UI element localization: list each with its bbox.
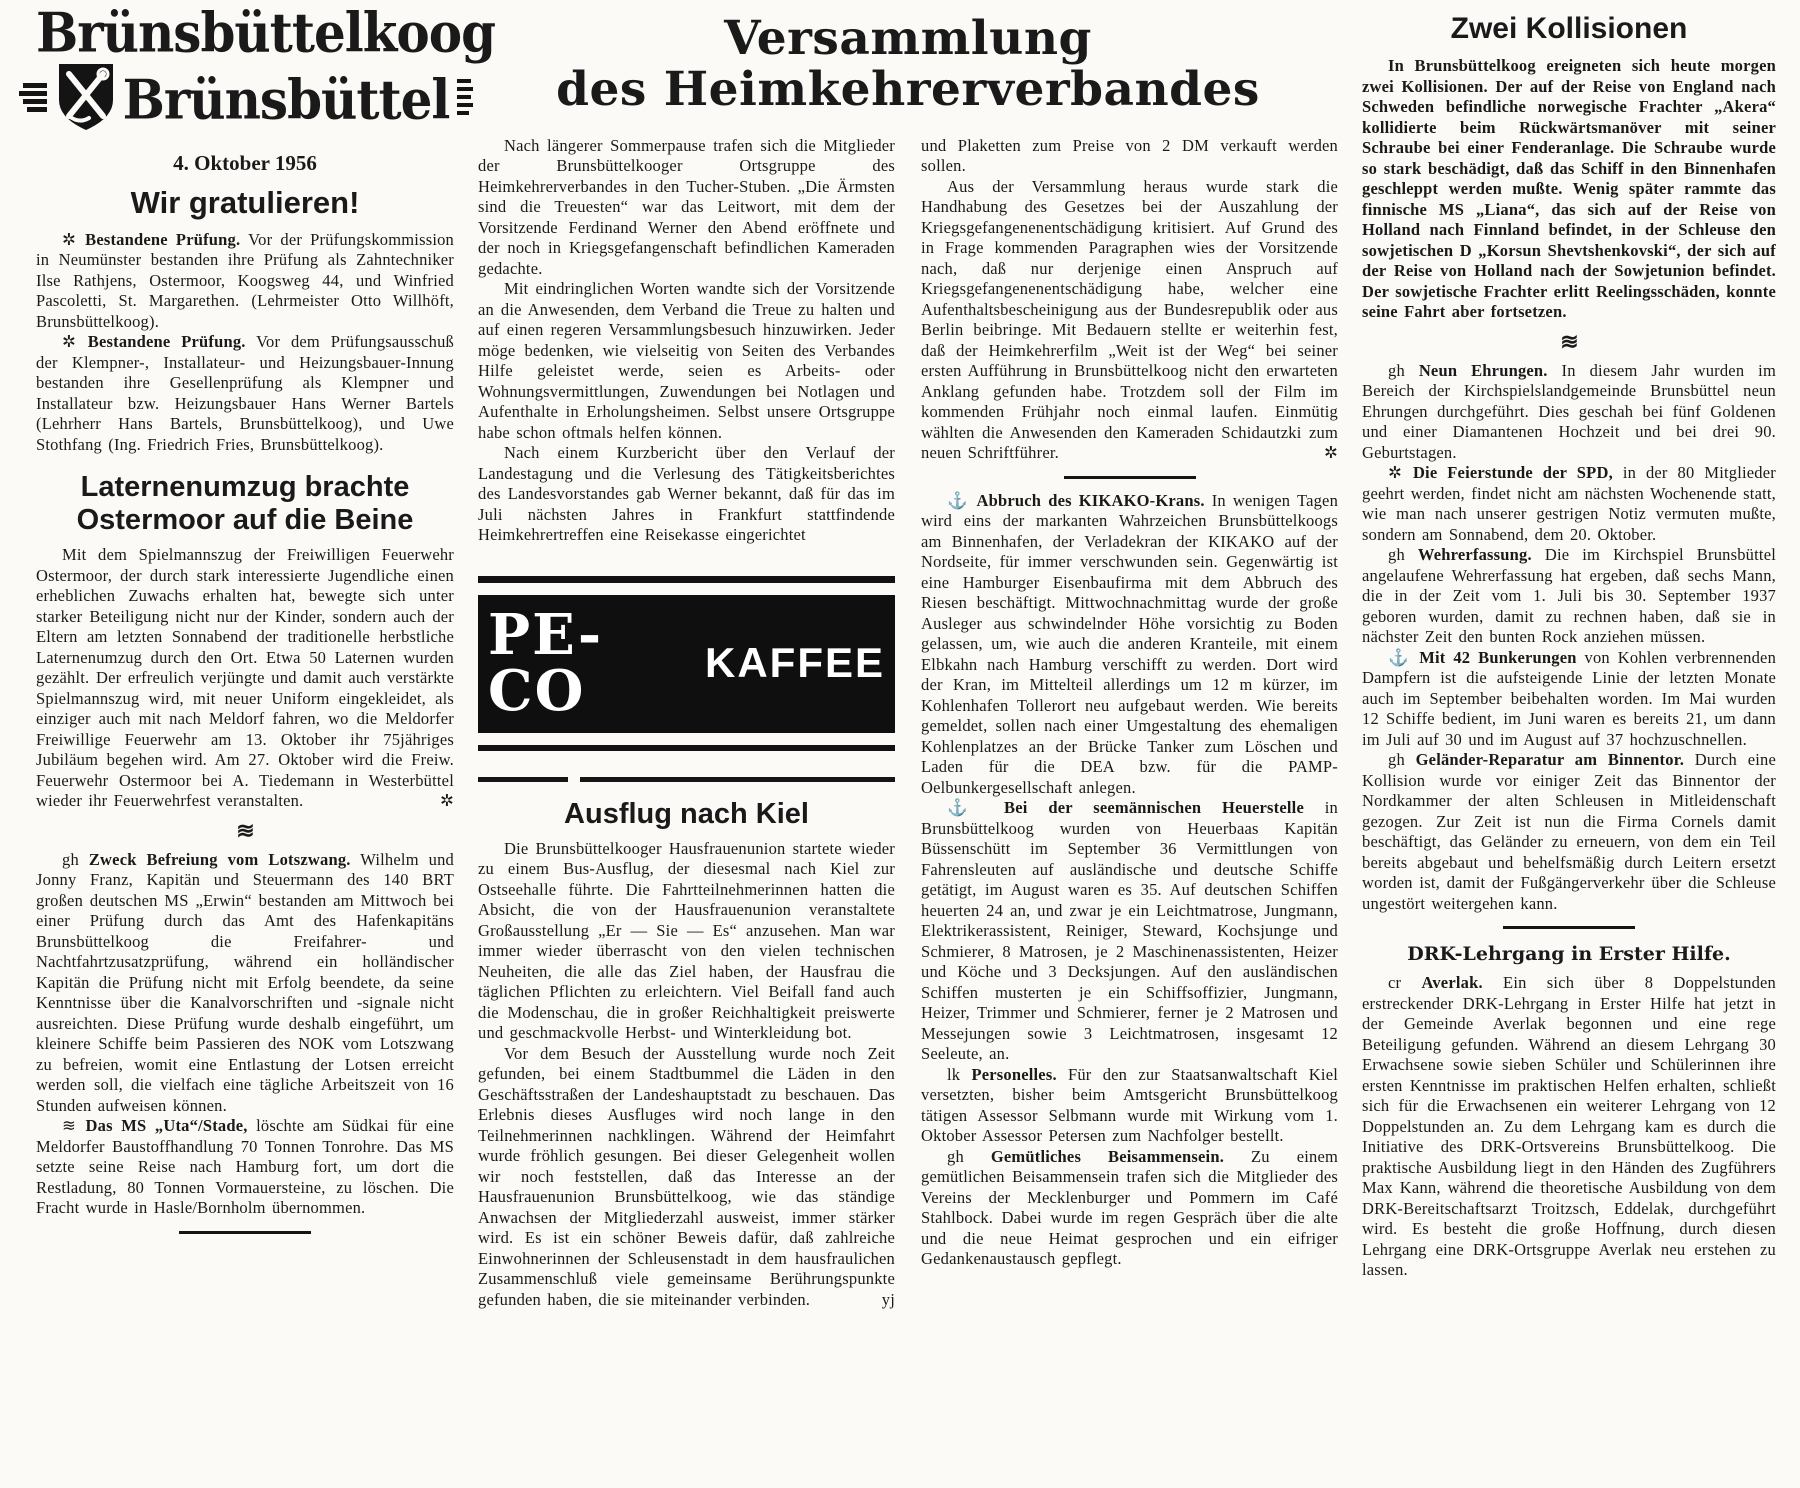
news-item-neun-ehrungen (1362, 361, 1776, 464)
ad-product-text: KAFFEE (705, 638, 885, 686)
star-icon: ✲ (62, 332, 77, 352)
item-lead: Bestandene Prüfung. (87, 332, 246, 352)
star-icon: ✲ (1388, 463, 1403, 482)
masthead-row (36, 60, 454, 139)
item-lead: Wehrerfassung. (1417, 545, 1532, 564)
star-icon: ✲ (439, 791, 454, 811)
item-lead: Die Feierstunde der SPD, (1412, 463, 1613, 482)
item-lead: Das MS „Uta“/Stade, (85, 1116, 248, 1136)
item-lead: Abbruch des KIKAKO-Krans. (976, 490, 1205, 510)
column-2 (478, 136, 895, 1311)
anchor-icon: ⚓ (947, 798, 983, 817)
item-body: und Plaketten zum Preise von 2 DM verkauft werden sollen. (921, 135, 1338, 175)
item-body: In diesem Jahr wurden im Bereich der Kirchspielslandgemeinde Brunsbüttel neun Ehrungen durchgeführt. Dies geschah bei fünf Goldenen und einer Diamantenen Hochzeit und bei drei 90. Geburtstagen. (1362, 360, 1776, 462)
item-body: Für den zur Staatsanwaltschaft Kiel versetzten, bisher beim Amtsgericht Brunsbüttelkoog tätigen Assessor Selbmann wurde mit Wirkung vom 1. Oktober Assessor Petersen zum Nachfolger bestellt. (921, 1064, 1338, 1145)
item-lead: Zweck Befreiung vom Lotszwang. (88, 849, 351, 869)
masthead-title-line1: Brünsbüttelkoog (36, 0, 496, 65)
news-item-feierstunde-spd (1362, 463, 1776, 545)
news-item-beisammensein (921, 1147, 1338, 1270)
ad-box (478, 595, 895, 733)
news-item-wehrerfassung (1362, 545, 1776, 648)
item-body: Aus der Versammlung heraus wurde stark die Handhabung des Gesetzes bei der Auszahlung der Kriegsgefangenenentschädigung kritisiert. Auf Grund des in Frage kommenden Paragraphen wies der Vorsitzende nach, daß nur derjenige einen Anspruch auf Kriegsgefangenenentschädigung habe, welcher eine Aufenthaltsbescheinigung aus der Bundesrepublik oder aus Berlin beibringe. Mit Bedauern stellte er weiterhin fest, daß der Heimkehrerfilm „Weit ist der Weg“ bei seiner ersten Aufführung in Brunsbüttelkoog nicht den erwarteten Anklang gefunden habe. Trotzdem soll der Film im kommenden Frühjahr noch einmal laufen. Einmütig wählten die Anwesenden den Kameraden Schidautzki zum neuen Schriftführer. (921, 176, 1338, 462)
item-lead: Mit 42 Bunkerungen (1419, 647, 1577, 667)
item-lead: Gemütliches Beisammensein. (990, 1146, 1225, 1166)
item-body: Vor der Prüfungskommission in Neumünster bestanden ihre Prüfung als Zahntechniker Ilse Rathjens, Ostermoor, Koogsweg 44, und Winfried Pascoletti, St. Margarethen. (Lehrmeister Otto Willhöft, Brunsbüttelkoog). (36, 229, 455, 331)
wavy-divider-icon: ≋ (1560, 328, 1578, 354)
crest-anchor-icon (55, 60, 117, 139)
wave-icon: ≋ (62, 1116, 77, 1136)
star-icon: ✲ (1323, 443, 1338, 462)
news-item-heuerstelle (921, 798, 1338, 1065)
article-versammlung-p1 (478, 136, 895, 280)
item-body: Ein sich über 8 Doppelstunden erstreckender DRK-Lehrgang in Erster Hilfe hat jetzt in der Gemeinde Averlak begonnen und eine rege Beteiligung gefunden. Während an diesem Lehrgang 30 Erwachsene sowie sieben Schüler und Schülerinnen ihre ersten Kenntnisse im praktischen Helfen erhalten, schließt sich für die Erwachsenen ein weiterer Lehrgang von 12 Doppelstunden an. Zu dem Lehrgang kam es durch die Initiative des DRK-Ortsvereins Brunsbüttelkoog. Die praktische Ausbildung liegt in den Händen des Zugführers Max Kann, während die theoretische Ausbildung von dem DRK-Bereitschaftsarzt Troitzsch, Eddelak, durchgeführt wird. Es besteht die große Hoffnung, durch diesen Lehrgang eine DRK-Ortsgruppe Averlak neu erstehen zu lassen. (1362, 973, 1776, 1279)
item-body: Wilhelm und Jonny Franz, Kapitän und Steuermann des 140 BRT großen deutschen MS „Erwin“ bestanden am Mittwoch bei einer Prüfung durch das Amt des Hafenkapitäns Brunsbüttelkoog die Freifahrer- und Nachtfahrtzusatzprüfung, während ein holländischer Kapitän die Prüfung nicht mit Erfolg beendete, da seine Kenntnisse über die Kanalvorschriften und -signale nicht ausreichten. Diese Prüfung wurde deshalb eingeführt, um kleinere Schiffe beim Passieren des NOK vom Lotszwang zu befreien, womit eine Entlastung der Lotsen erreicht werden soll, die vielfach eine tägliche Arbeitszeit von 16 Stunden aufweisen können. (36, 849, 455, 1115)
column-3 (921, 136, 1338, 1311)
item-body: Die im Kirchspiel Brunsbüttel angelaufene Wehrerfassung hat ergeben, daß sechs Mann, die in der Zeit vom 1. Juli bis 30. September 1937 geboren wurden, damit zu rechnen haben, daß sie in nächster Zeit den bunten Rock anziehen müssen. (1362, 545, 1777, 646)
main-headline-line1: Versammlung (724, 11, 1092, 66)
news-item-bestandene-pruefung-1 (36, 230, 454, 333)
section-rule (1503, 926, 1635, 929)
item-lead: Averlak. (1421, 973, 1483, 992)
columns-2-3 (478, 8, 1338, 1310)
item-body: von Kohlen verbrennenden Dampfern ist die aufsteigende Linie der letzten Monate auch im September beibehalten worden. Im Mai wurden 12 Schiffe bedient, im Juni waren es bereits 21, um dann im Juli auf 30 und im August auf 37 hochzuschnellen. (1362, 647, 1777, 749)
news-item-bunkerungen (1362, 648, 1776, 751)
item-body: Die Brunsbüttelkooger Hausfrauenunion startete wieder zu einem Bus-Ausflug, der diesesmal nach Kiel zur Ostseehalle führte. Die Fahrtteilnehmerinnen hatten die Absicht, die von der Hausfrauenunion veranstaltete Großausstellung „Er — Sie — Es“ anzusehen. Man war immer wieder überrascht von den vielen technischen Neuheiten, die alle das Ziel haben, der Hausfrau die täglichen Pflichten zu erleichtern. Viel Beifall fand auch die Modenschau, die in großer Reichhaltigkeit preiswerte und geschmackvolle Herbst- und Winterkleidung bot. (478, 838, 895, 1043)
news-item-ms-uta (36, 1116, 454, 1219)
flourish-icon (455, 77, 475, 122)
article-zwei-kollisionen (1362, 56, 1776, 323)
item-body: Vor dem Prüfungsausschuß der Klempner-, Installateur- und Heizungsbauer-Innung bestanden ihre Gesellenprüfung als Klempner und Installateur bzw. Heizungsbauer Hans Werner Bartels (Lehrherr Hans Bartels, Brunsbüttelkoog), und Uwe Stothfang (Ing. Friedrich Fries, Brunsbüttelkoog). (36, 332, 454, 454)
item-prefix: gh (947, 1146, 964, 1166)
item-prefix: gh (1388, 750, 1405, 769)
article-laternenumzug (36, 545, 454, 812)
article-versammlung-p2 (478, 279, 895, 443)
section-title-laternenumzug: Laternenumzug brachte Ostermoor auf die Beine (76, 471, 414, 536)
section-title-wir-gratulieren: Wir gratulieren! (130, 185, 360, 220)
item-body: Nach längerer Sommerpause trafen sich die Mitglieder der Brunsbüttelkooger Ortsgruppe des Heimkehrerverbandes in den Tucher-Stuben. „Die Ärmsten sind die Treuesten“ war das Leitwort, mit dem der Vorsitzende Ferdinand Werner den Abend eröffnete und der noch in Kriegsgefangenschaft befindlichen Kameraden gedachte. (478, 135, 895, 278)
ad-bottom-rule (478, 745, 895, 751)
item-body: Durch eine Kollision wurde vor einiger Zeit das Binnentor der Nordkammer der alten Schleusen in Mitleidenschaft gezogen. Zur Zeit ist nun die Firma Cornels damit beschäftigt, das Geländer zu erneuern, von dem ein Teil bereits abgebaut und behelfsmäßig durch Leitern ersetzt worden ist, damit der Fußgängerverkehr über die Schleuse ungestört weitergehen kann. (1362, 750, 1777, 913)
item-prefix: lk (947, 1064, 961, 1084)
item-lead: Neun Ehrungen. (1418, 360, 1548, 380)
news-item-bestandene-pruefung-2 (36, 332, 454, 455)
item-body: Nach einem Kurzbericht über den Verlauf der Landestagung und die Verlesung des Tätigkeitsberichtes des Landesvorstandes gab Werner bekannt, daß für das im Juli nächsten Jahres in Frankfurt stattfindende Heimkehrertreffen eine Reisekasse eingerichtet (478, 443, 895, 544)
anchor-icon: ⚓ (1388, 647, 1411, 667)
wavy-divider-icon: ≋ (236, 817, 254, 843)
section-title-drk-lehrgang: DRK-Lehrgang in Erster Hilfe. (1407, 943, 1731, 965)
item-body: In wenigen Tagen wird eins der markanten Wahrzeichen Brunsbüttelkoogs am Binnenhafen, der Verladekran der KIKAKO auf der Nordseite, für immer verschwunden sein. Gegenwärtig ist eine Hamburger Eisenbaufirma mit dem Abbruch des Riesen beschäftigt. Mittwochnachmittag wurde der große Ausleger aus schwindelnder Höhe vorsichtig zu Boden gelassen, um, wie auch die anderen Kranteile, mit einem Elbkahn nach Hamburg verschifft zu werden. Dort wird der Kran, im Mittelteil allerdings um 12 m kürzer, im Kohlenhafen Tollerort neu aufgebaut werden. Wie bereits gemeldet, sollen nach einer Umgestaltung des ehemaligen Kohlenplatzes an der Brücke Tanker zum Löschen und Laden für die DEA bzw. für die PAMP-Oelbunkergesellschaft anlegen. (921, 490, 1339, 797)
main-headline-line2: des Heimkehrerverbandes (556, 61, 1260, 117)
item-body: löschte am Südkai für eine Meldorfer Baustoffhandlung 70 Tonnen Tonrohre. Das MS setzte seine Reise nach Hamburg fort, um dort die Restladung, 80 Tonnen Vormauersteine, zu löschen. Die Fracht wurde in Hasle/Bornholm übernommen. (36, 1116, 454, 1218)
column-1 (36, 0, 496, 1246)
author-initials: yj (881, 1289, 895, 1309)
item-prefix: gh (62, 849, 79, 869)
masthead (36, 0, 496, 176)
item-prefix: gh (1388, 360, 1405, 380)
article-versammlung-p5 (921, 177, 1338, 464)
issue-date: 4. Oktober 1956 (173, 151, 317, 175)
news-item-gelaender-reparatur (1362, 750, 1776, 914)
item-body: Mit eindringlichen Worten wandte sich der Vorsitzende an die Anwesenden, dem Verband die Treue zu halten und auf einen regeren Versammlungsbesuch hinzuwirken. Jeder möge bedenken, wie vielseitig von Seiten des Verbandes Hilfe geleistet werde, seien es Arbeits- oder Wohnungsvermittlungen, Zuwendungen bei Notlagen und Aufenthalte in Erholungsheimen. Selbst unsere Ortsgruppe habe schon oftmals helfen können. (478, 279, 895, 442)
news-item-lotszwang (36, 850, 454, 1117)
ad-brand-text: PE-CO (488, 601, 604, 724)
ad-separator-rule (478, 777, 895, 782)
column-4 (1362, 8, 1776, 1281)
section-title-ausflug-nach-kiel: Ausflug nach Kiel (564, 797, 809, 830)
section-rule (179, 1231, 311, 1234)
item-lead: Geländer-Reparatur am Binnentor. (1415, 750, 1685, 769)
item-body: Zu einem gemütlichen Beisammensein trafen sich die Mitglieder des Vereins der Mecklenburger und Pommern im Café Stahlbock. Dabei wurde im regen Gespräch über die alte und die neue Heimat gesprochen und ein eifriger Gedankenaustausch gepflegt. (921, 1146, 1339, 1268)
item-lead: Bestandene Prüfung. (85, 229, 241, 249)
section-title-zwei-kollisionen: Zwei Kollisionen (1450, 12, 1688, 45)
peco-kaffee-ad (478, 576, 895, 782)
article-versammlung-p3 (478, 443, 895, 546)
anchor-icon: ⚓ (947, 490, 969, 510)
news-item-kikako-kran (921, 491, 1338, 799)
news-item-averlak-drk (1362, 973, 1776, 1281)
article-ausflug-p1 (478, 839, 895, 1044)
item-body: In Brunsbüttelkoog ereigneten sich heute morgen zwei Kollisionen. Der auf der Reise von England nach Schweden befindliche norwegische Frachter „Akera“ kollidierte beim Rückwärtsmanöver mit seiner Schraube bei einer Fenderanlage. Die Schraube wurde so stark beschädigt, daß das Schiff in den Binnenhafen geschleppt werden mußte. Wenig später rammte das finnische MS „Liana“, das sich auf der Reise von Holland nach Finnland befindet, in der Schleuse den sowjetischen D „Korsun Shevtshenkovski“, der sich auf der Reise von Holland nach der Sowjetunion befindet. Der sowjetische Frachter erlitt Reelingsschäden, konnte seine Fahrt aber fortsetzen. (1362, 56, 1776, 321)
item-body: Mit dem Spielmannszug der Freiwilligen Feuerwehr Ostermoor, der durch stark interessierte Jugendliche einen erheblichen Zuwachs erhalten hat, bewegte sich unter starker Beteiligung nicht nur der Kinder, sondern auch der Eltern am letzten Sonnabend der traditionelle herbstliche Laternenumzug durch den Ort. Etwa 50 Laternen wurden gezählt. Der erfreulich verjüngte und damit auch verstärkte Spielmannszug wird, mit neuer Uniform eingekleidet, als einziger auch mit nach Meldorf fahren, wo die Meldorfer Freiwillige Feuerwehr am 13. Oktober ihr 75jähriges Jubiläum begehen wird. Am 27. Oktober wird die Freiw. Feuerwehr Ostermoor bei A. Tiedemann in Westerbüttel wieder ihr Feuerwehrfest veranstalten. (36, 545, 454, 811)
masthead-title-line2: Brünsbüttel (122, 67, 450, 131)
news-item-personelles (921, 1065, 1338, 1147)
ad-top-rule (478, 576, 895, 583)
flourish-icon (15, 79, 49, 120)
item-body: in Brunsbüttelkoog wurden von Heuerbaas Kapitän Büssenschütt im September 36 Vermittlungen von Fahrensleuten auf ausländische und deutsche Schiffe getätigt, im August waren es 35. Auf deutschen Schiffen heuerten 24 an, und zwar je ein Leichtmatrose, Jungmann, Elektrikerassistent, Reiniger, Steward, Kochsjunge und Schmierer, 8 Matrosen, je 2 Maschinenassistenten, Heizer und Köche und 3 Decksjungen. Auf den ausländischen Schiffen musterten je ein Schiffsoffizier, Jungmann, Heizer, Trimmer und Schmierer, ferner je 2 Matrosen und Messejungen sowie 3 Leichtmatrosen, insgesamt 12 Seeleute, an. (921, 798, 1338, 1063)
item-body: in der 80 Mitglieder geehrt werden, findet nicht am nächsten Wochenende statt, wie man nach unserer gestrigen Notiz vermuten mußte, sondern am Sonnabend, dem 20. Oktober. (1362, 463, 1776, 544)
section-rule (1064, 476, 1196, 479)
item-lead: Bei der seemännischen Heuerstelle (1004, 798, 1304, 817)
item-prefix: cr (1388, 973, 1402, 992)
item-lead: Personelles. (971, 1064, 1057, 1084)
item-body: Vor dem Besuch der Ausstellung wurde noch Zeit gefunden, bei einem Stadtbummel die Läden in den Geschäftsstraßen der Landeshauptstadt zu beschauen. Das Erlebnis dieses Ausfluges wird noch lange in den Teilnehmerinnen nachklingen. Während der Heimfahrt wurde fröhlich gesungen. Bei dieser Gelegenheit wollen wir noch feststellen, daß das Interesse an der Hausfrauenunion Brunsbüttelkoog, wie das ständige Anwachsen der Mitgliederzahl ausweist, immer stärker wird. Es ist ein schöner Beweis dafür, daß zahlreiche Einwohnerinnen der Schleusenstadt in dem hausfraulichen Zusammenschluß viele gemeinsame Berührungspunkte gefunden haben, die sie miteinander verbinden. (478, 1043, 895, 1309)
article-versammlung-p4 (921, 136, 1338, 177)
article-ausflug-p2 (478, 1044, 895, 1311)
item-prefix: gh (1388, 545, 1405, 564)
star-icon: ✲ (62, 229, 77, 249)
main-headline (478, 11, 1338, 117)
